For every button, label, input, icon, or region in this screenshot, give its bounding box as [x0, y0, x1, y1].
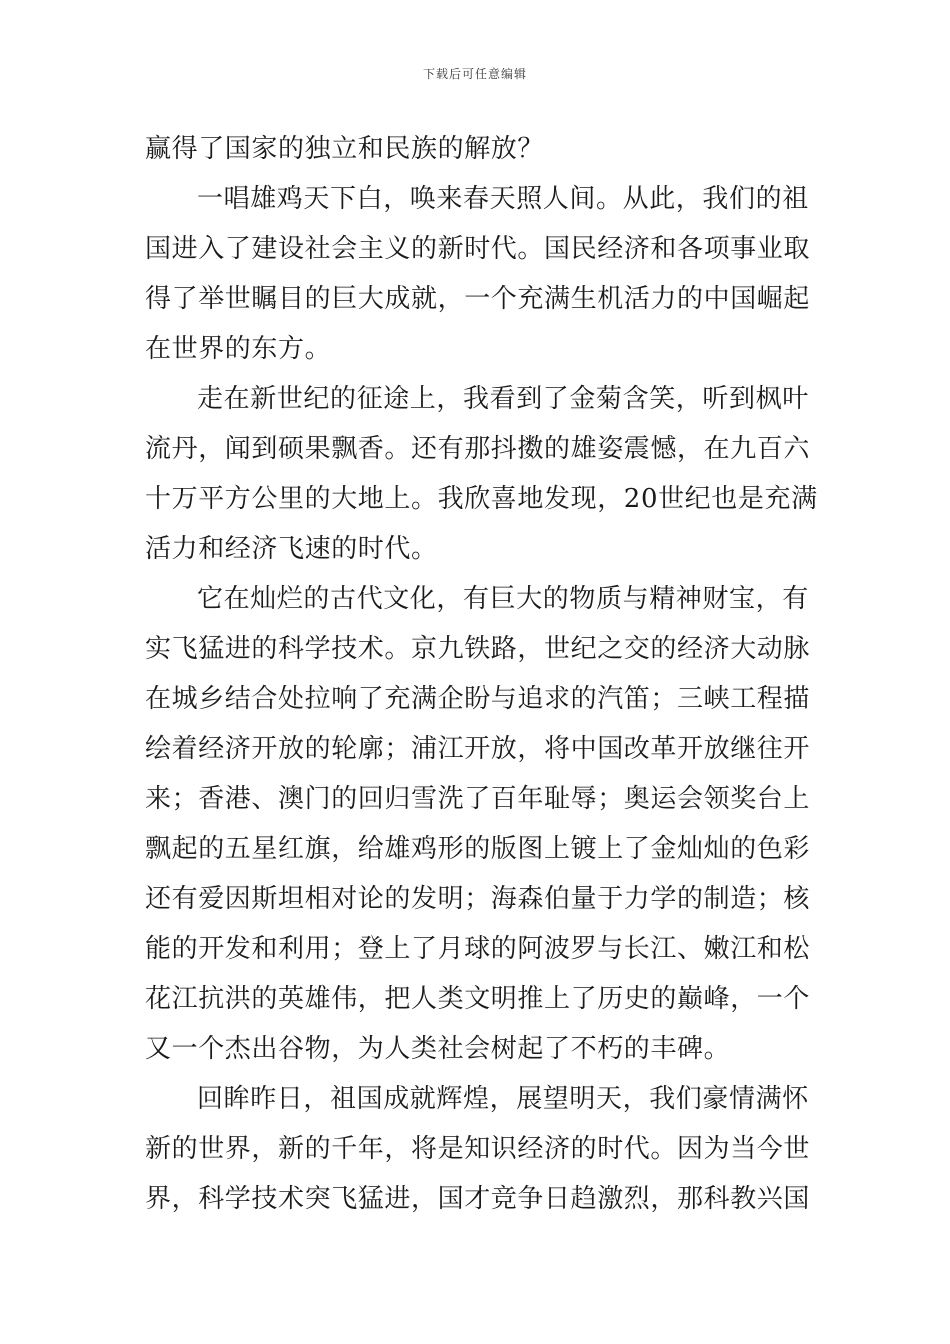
text-line: 实飞猛进的科学技术。京九铁路，世纪之交的经济大动脉 [145, 634, 811, 664]
text-line: 界，科学技术突飞猛进，国才竞争日趋激烈，那科教兴国 [145, 1184, 811, 1214]
body-text [145, 124, 818, 1224]
text-line: 在城乡结合处拉响了充满企盼与追求的汽笛；三峡工程描 [145, 684, 811, 714]
text-line: 还有爱因斯坦相对论的发明；海森伯量于力学的制造；核 [145, 884, 811, 914]
text-line: 又一个杰出谷物，为人类社会树起了不朽的丰碑。 [145, 1034, 731, 1064]
text-line: 回眸昨日，祖国成就辉煌，展望明天，我们豪情满怀 [197, 1084, 809, 1114]
text-line: 绘着经济开放的轮廓；浦江开放，将中国改革开放继往开 [145, 734, 811, 764]
text-line: 新的世界，新的千年，将是知识经济的时代。因为当今世 [145, 1134, 811, 1164]
text-line: 飘起的五星红旗，给雄鸡形的版图上镀上了金灿灿的色彩 [145, 834, 811, 864]
text-line: 流丹，闻到硕果飘香。还有那抖擞的雄姿震憾，在九百六 [145, 434, 811, 464]
text-line: 花江抗洪的英雄伟，把人类文明推上了历史的巅峰，一个 [145, 984, 811, 1014]
text-line: 走在新世纪的征途上，我看到了金菊含笑，听到枫叶 [197, 384, 809, 414]
text-line: 得了举世瞩目的巨大成就，一个充满生机活力的中国崛起 [145, 284, 811, 314]
text-line: 活力和经济飞速的时代。 [145, 534, 438, 564]
text-line: 十万平方公里的大地上。我欣喜地发现，20世纪也是充满 [145, 484, 818, 514]
text-line: 在世界的东方。 [145, 334, 332, 364]
page-header: 下载后可任意编辑 [422, 67, 527, 81]
text-line: 一唱雄鸡天下白，唤来春天照人间。从此，我们的祖 [197, 184, 809, 214]
text-line: 国进入了建设社会主义的新时代。国民经济和各项事业取 [145, 234, 811, 264]
text-line: 赢得了国家的独立和民族的解放？ [145, 134, 545, 164]
text-line: 它在灿烂的古代文化，有巨大的物质与精神财宝，有 [197, 584, 809, 614]
text-line: 来；香港、澳门的回归雪洗了百年耻辱；奥运会领奖台上 [145, 784, 811, 814]
text-line: 能的开发和利用；登上了月球的阿波罗与长江、嫩江和松 [145, 934, 811, 964]
